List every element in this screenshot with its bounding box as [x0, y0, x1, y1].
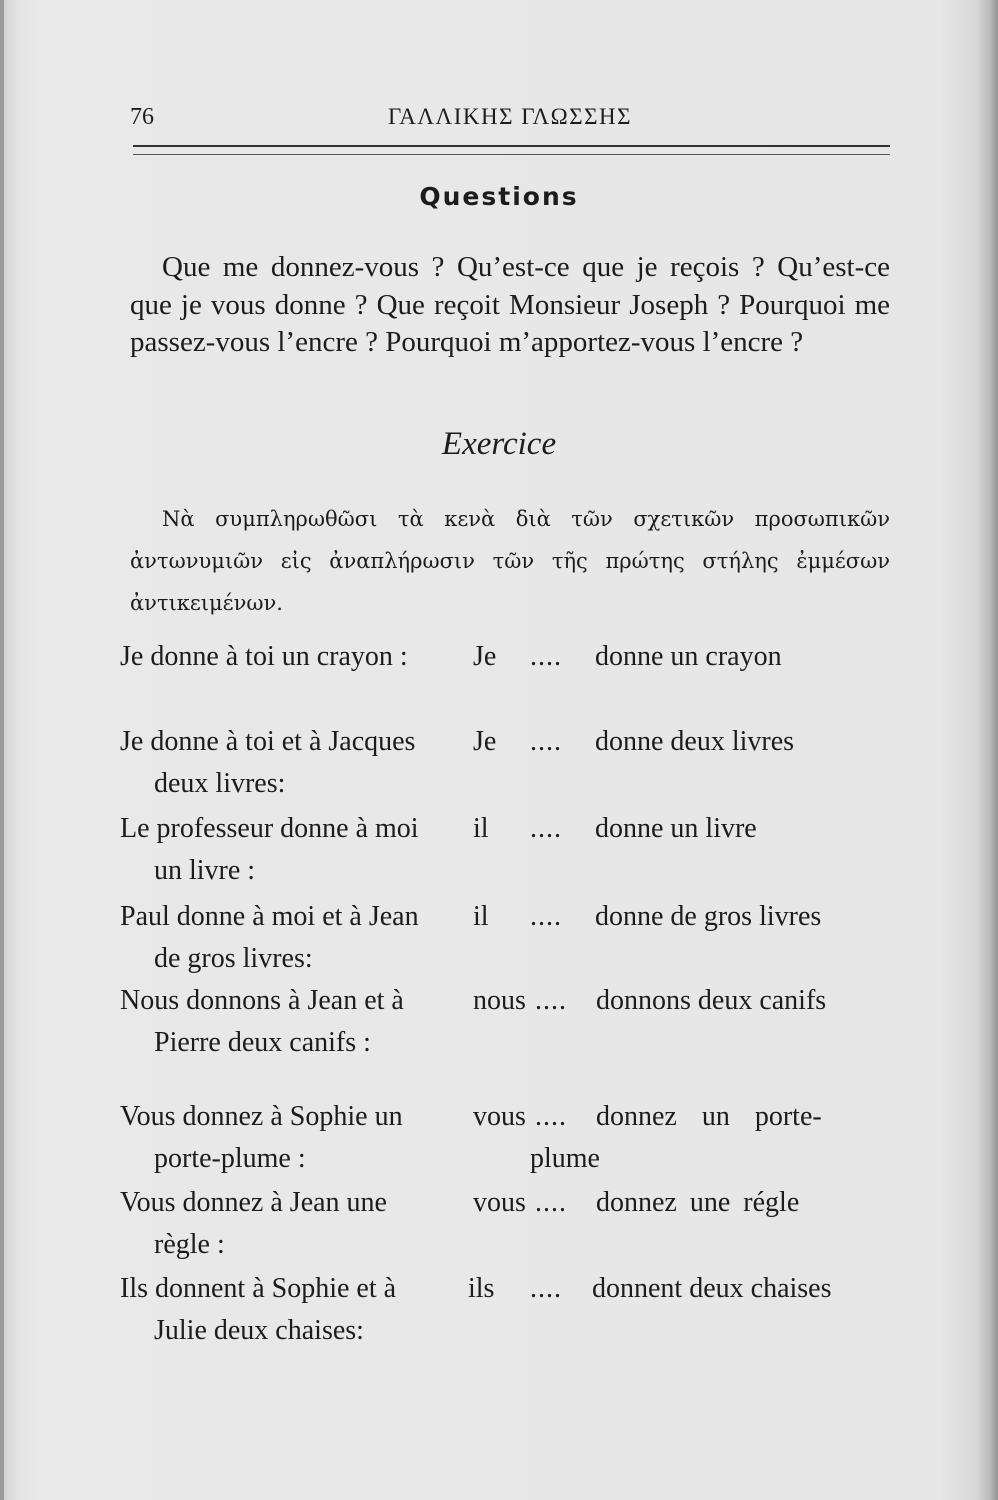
- row-pronoun: il: [473, 813, 489, 844]
- row-verb-text: donne un livre: [595, 813, 757, 844]
- row-left-text: Paul donne à moi et à Jean de gros livres:: [120, 901, 419, 974]
- row-blank-dots: ....: [530, 813, 562, 844]
- row-verb-text: donne de gros livres: [595, 901, 822, 932]
- row-pronoun: vous: [473, 1187, 526, 1218]
- exercice-heading: Exercice: [441, 426, 557, 462]
- row-blank-dots: ....: [535, 1101, 567, 1132]
- exercice-instruction: Νὰ συμπληρωθῶσι τὰ κενὰ διὰ τῶν σχετικῶν προσωπικῶν ἀντωνυμιῶν εἰς ἀναπλήρωσιν τῶν τῆς πρώτης στήλης ἐμμέσων ἀντικειμένων.: [130, 507, 890, 615]
- row-blank-dots: ....: [530, 726, 562, 757]
- row-left-text: Ils donnent à Sophie et à Julie deux chaises:: [120, 1273, 397, 1346]
- row-blank-dots: ....: [535, 985, 567, 1016]
- row-blank-dots: ....: [530, 1273, 562, 1304]
- page-number: 76: [130, 104, 154, 130]
- row-blank-dots: ....: [530, 641, 562, 672]
- questions-heading: Questions: [419, 182, 579, 211]
- row-verb-text: donnons deux canifs: [596, 985, 827, 1016]
- page-gutter-shadow: [976, 0, 998, 1500]
- row-verb-text: donnent deux chaises: [592, 1273, 832, 1304]
- row-blank-dots: ....: [535, 1187, 567, 1218]
- row-verb-text: donnez un porte-: [596, 1101, 822, 1132]
- row-pronoun: Je: [473, 641, 497, 672]
- row-pronoun: Je: [473, 726, 497, 757]
- row-pronoun: il: [473, 901, 489, 932]
- row-verb-text: donne un crayon: [595, 641, 782, 672]
- row-left-text: Le professeur donne à moi un livre :: [120, 813, 419, 886]
- page-header: [130, 104, 890, 140]
- row-blank-dots: ....: [530, 901, 562, 932]
- row-left-text: Vous donnez à Jean une règle :: [120, 1187, 387, 1260]
- row-verb-text: donnez une régle: [596, 1187, 800, 1218]
- row-pronoun: nous: [473, 985, 526, 1016]
- row-left-text: Nous donnons à Jean et à Pierre deux canifs :: [120, 985, 404, 1058]
- running-title: ΓΑΛΛΙΚΗΣ ΓΛΩΣΣΗΣ: [388, 104, 632, 129]
- row-left-text: Je donne à toi un crayon :: [120, 641, 408, 672]
- row-pronoun: vous: [473, 1101, 526, 1132]
- questions-paragraph: Que me donnez-vous ? Qu’est-ce que je reçois ? Qu’est-ce que je vous donne ? Que reçoit Monsieur Joseph ? Pourquoi me passez-vous l’encre ? Pourquoi m’apportez-vous l’encre ?: [130, 251, 890, 358]
- header-rule: [133, 145, 890, 155]
- row-pronoun: ils: [468, 1273, 495, 1304]
- row-verb-text: donne deux livres: [595, 726, 795, 757]
- row-verb-continuation: plume: [530, 1143, 600, 1174]
- page-left-edge: [0, 0, 4, 1500]
- row-left-text: Je donne à toi et à Jacques deux livres:: [120, 726, 416, 799]
- row-left-text: Vous donnez à Sophie un porte-plume :: [120, 1101, 403, 1174]
